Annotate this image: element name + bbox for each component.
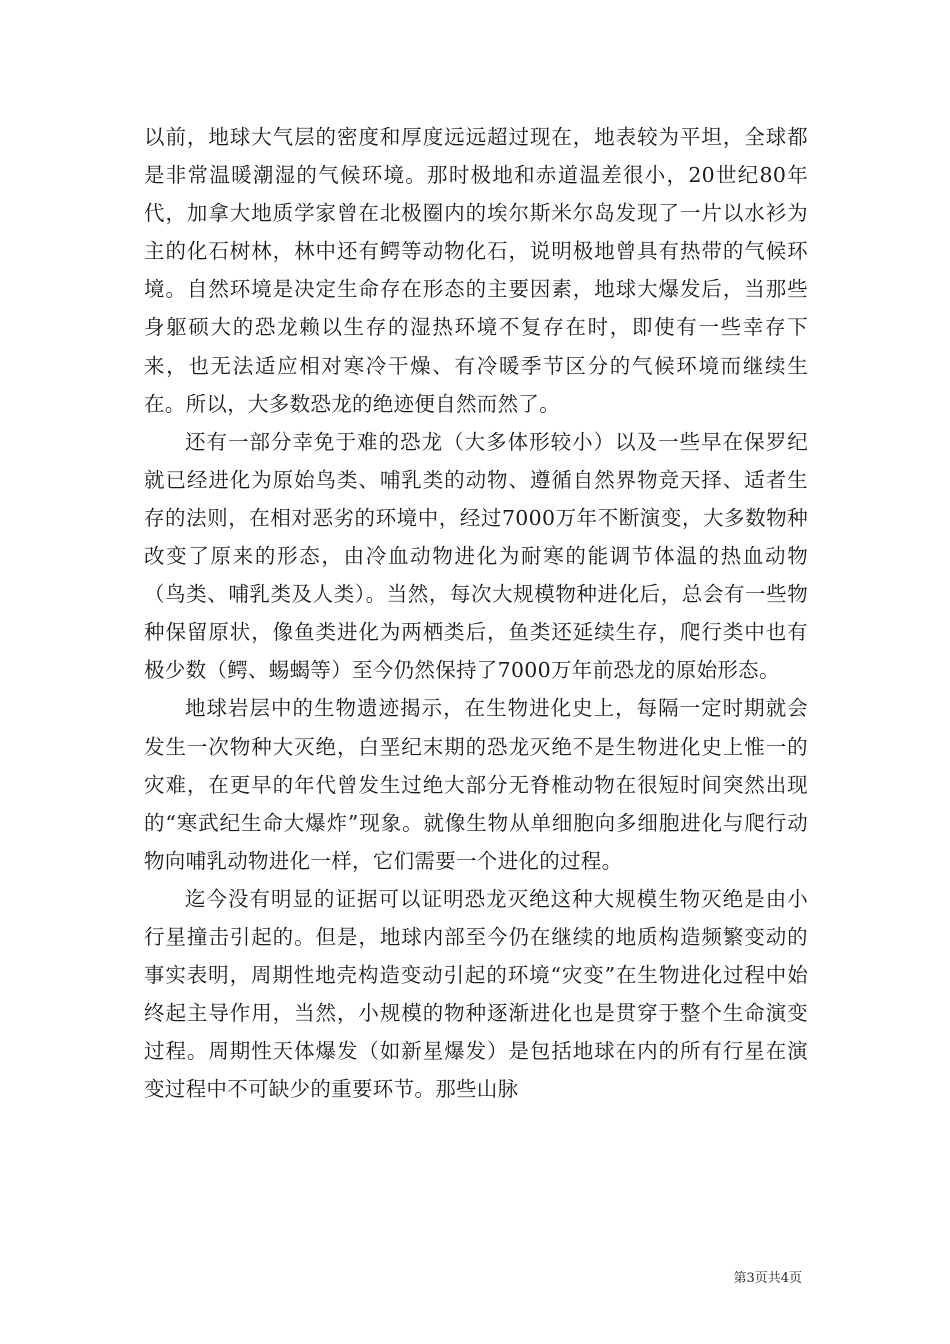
paragraph-4: 迄今没有明显的证据可以证明恐龙灭绝这种大规模生物灭绝是由小行星撞击引起的。但是，地球内部至今仍在继续的地质构造频繁变动的事实表明，周期性地壳构造变动引起的环境“灾变”在生物进化过程中始终起主导作用，当然，小规模的物种逐渐进化也是贯穿于整个生命演变过程。周期性天体爆发（如新星爆发）是包括地球在内的所有行星在演变过程中不可缺少的重要环节。那些山脉 xyxy=(144,886,808,1102)
page-number-footer: 第3页共4页 xyxy=(733,1271,802,1286)
body-text xyxy=(144,118,808,1108)
paragraph-1: 以前，地球大气层的密度和厚度远远超过现在，地表较为平坦，全球都是非常温暖潮湿的气候环境。那时极地和赤道温差很小，20世纪80年代，加拿大地质学家曾在北极圈内的埃尔斯米尔岛发现了一片以水衫为主的化石树林，林中还有鳄等动物化石，说明极地曾具有热带的气候环境。自然环境是决定生命存在形态的主要因素，地球大爆发后，当那些身躯硕大的恐龙赖以生存的湿热环境不复存在时，即使有一些幸存下来，也无法适应相对寒冷干燥、有冷暖季节区分的气候环境而继续生在。所以，大多数恐龙的绝迹便自然而然了。 xyxy=(144,125,808,416)
paragraph-2: 还有一部分幸免于难的恐龙（大多体形较小）以及一些早在保罗纪就已经进化为原始鸟类、哺乳类的动物、遵循自然界物竞天择、适者生存的法则，在相对恶劣的环境中，经过7000万年不断演变，大多数物种改变了原来的形态，由冷血动物进化为耐寒的能调节体温的热血动物（鸟类、哺乳类及人类）。当然，每次大规模物种进化后，总会有一些物种保留原状，像鱼类进化为两栖类后，鱼类还延续生存，爬行类中也有极少数（鳄、蜴蝎等）至今仍然保持了7000万年前恐龙的原始形态。 xyxy=(144,429,808,683)
paragraph-3: 地球岩层中的生物遗迹揭示，在生物进化史上，每隔一定时期就会发生一次物种大灭绝，白垩纪末期的恐龙灭绝不是生物进化史上惟一的灾难，在更早的年代曾发生过绝大部分无脊椎动物在很短时间突然出现的“寒武纪生命大爆炸”现象。就像生物从单细胞向多细胞进化与爬行动物向哺乳动物进化一样，它们需要一个进化的过程。 xyxy=(144,696,808,873)
